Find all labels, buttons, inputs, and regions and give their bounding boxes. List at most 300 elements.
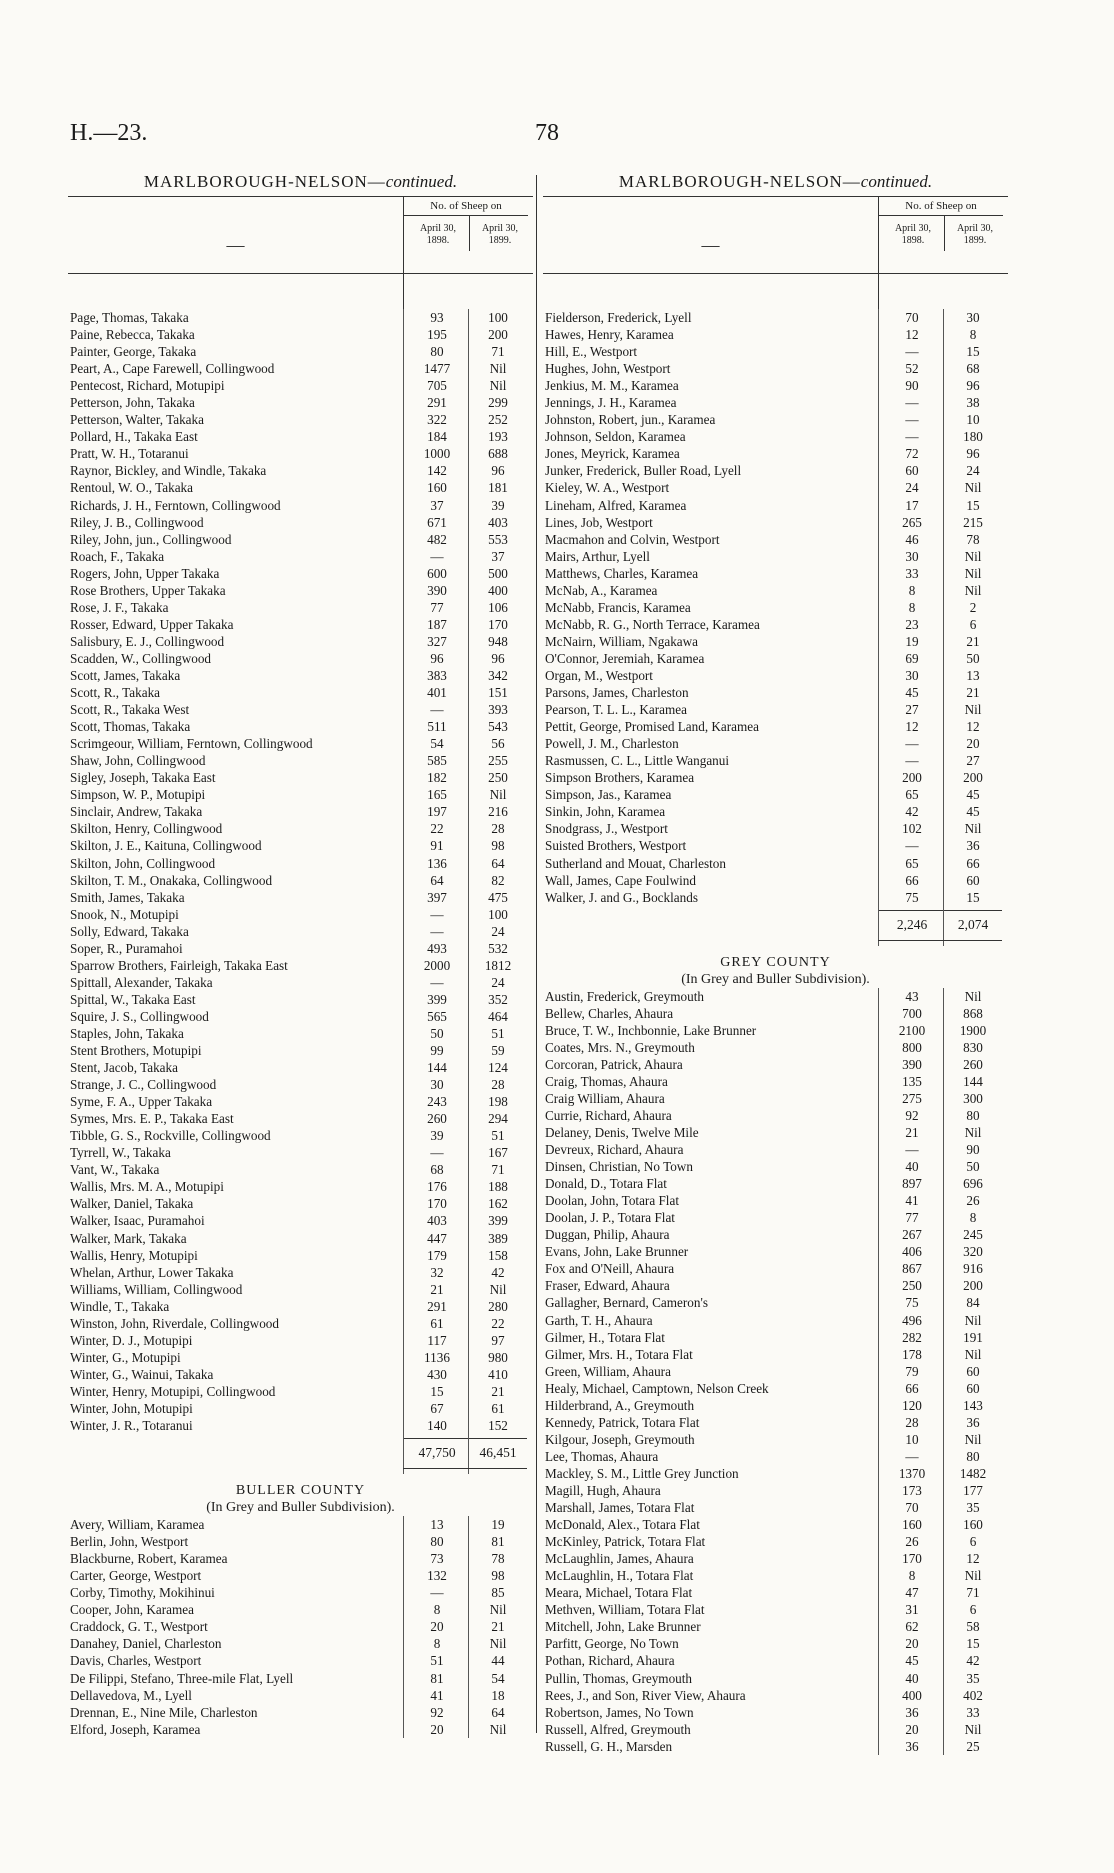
table-row <box>543 1329 1008 1346</box>
sheep-1898: 1477 <box>423 361 451 377</box>
owner-name: Corcoran, Patrick, Ahaura <box>545 1056 683 1072</box>
table-row <box>543 514 1008 531</box>
owner-name: Healy, Michael, Camptown, Nelson Creek <box>545 1380 769 1396</box>
owner-name: Craddock, G. T., Westport <box>70 1619 208 1635</box>
sheep-1898: — <box>905 753 919 769</box>
sheep-1899: Nil <box>964 565 982 581</box>
owner-name: Meara, Michael, Totara Flat <box>545 1585 693 1601</box>
sheep-1898: — <box>430 906 444 922</box>
table-row <box>543 1550 1008 1567</box>
table-row <box>543 1226 1008 1243</box>
table-row <box>68 1230 533 1247</box>
sheep-1899: Nil <box>489 361 507 377</box>
sheep-header: No. of Sheep on <box>403 197 528 216</box>
sheep-1898: 8 <box>433 1636 441 1652</box>
table-row <box>68 1516 533 1533</box>
owner-name: Winter, D. J., Motupipi <box>70 1332 193 1348</box>
table-row <box>68 1298 533 1315</box>
table-row <box>543 855 1008 872</box>
owner-name: Squire, J. S., Collingwood <box>70 1008 209 1024</box>
owner-name: Scott, James, Takaka <box>70 667 181 683</box>
section-title: BULLER COUNTY <box>235 1483 366 1499</box>
sheep-1899: 543 <box>488 719 508 735</box>
table-row <box>68 1195 533 1212</box>
table-row <box>68 718 533 735</box>
owner-name: Strange, J. C., Collingwood <box>70 1077 217 1093</box>
sheep-1898: 80 <box>430 1534 444 1550</box>
owner-name: Skilton, John, Collingwood <box>70 855 216 871</box>
owner-name: Donald, D., Totara Flat <box>545 1176 667 1192</box>
table-row <box>543 394 1008 411</box>
sheep-1899: 193 <box>488 429 508 445</box>
owner-name: Sparrow Brothers, Fairleigh, Takaka East <box>70 957 288 973</box>
sheep-1898: 173 <box>902 1483 922 1498</box>
sheep-1899: 352 <box>488 991 508 1007</box>
owner-name: Powell, J. M., Charleston <box>545 736 679 752</box>
sheep-1898: 20 <box>905 1721 919 1737</box>
sheep-1899: 167 <box>488 1145 508 1161</box>
table-row <box>68 1315 533 1332</box>
table-row <box>543 701 1008 718</box>
table-row <box>543 667 1008 684</box>
sheep-1899: 294 <box>488 1111 508 1127</box>
sheep-1898: 260 <box>427 1111 447 1127</box>
sheep-1899: 44 <box>491 1653 505 1669</box>
sheep-1898: 79 <box>905 1363 919 1379</box>
sheep-1899: 200 <box>963 770 983 786</box>
sheep-1898: 20 <box>905 1636 919 1652</box>
table-row <box>68 889 533 906</box>
table-row <box>68 906 533 923</box>
sheep-1899: 320 <box>963 1244 983 1260</box>
sheep-1898: 406 <box>902 1244 922 1260</box>
owner-name: Wall, James, Cape Foulwind <box>545 872 696 888</box>
owner-name: Parfitt, George, No Town <box>545 1636 679 1652</box>
sheep-1898: 46 <box>905 531 919 547</box>
sheep-1899: Nil <box>964 988 982 1004</box>
sheep-1899: 15 <box>966 889 980 905</box>
table-row <box>68 667 533 684</box>
sheep-1899: 15 <box>966 497 980 513</box>
sheep-1899: 400 <box>488 582 508 598</box>
table-row <box>68 633 533 650</box>
owner-name: Sigley, Joseph, Takaka East <box>70 770 216 786</box>
table-row <box>543 531 1008 548</box>
sheep-1899: Nil <box>964 582 982 598</box>
table-row <box>68 565 533 582</box>
owner-name: Petterson, John, Takaka <box>70 395 195 411</box>
sheep-1899: 80 <box>966 1107 980 1123</box>
table-row <box>68 974 533 991</box>
owner-name: Methven, William, Totara Flat <box>545 1602 705 1618</box>
sheep-1898: 12 <box>905 719 919 735</box>
sheep-1899: Nil <box>964 702 982 718</box>
table-row <box>543 1192 1008 1209</box>
owner-name: Gallagher, Bernard, Cameron's <box>545 1295 708 1311</box>
sheep-1898: — <box>430 974 444 990</box>
sheep-1899: 20 <box>966 736 980 752</box>
sheep-1898: 61 <box>430 1315 444 1331</box>
sheep-1899: 98 <box>491 838 505 854</box>
owner-name: Whelan, Arthur, Lower Takaka <box>70 1264 234 1280</box>
sheep-1898: 117 <box>427 1332 447 1348</box>
sheep-1899: 830 <box>963 1039 983 1055</box>
sheep-1899: 82 <box>491 872 505 888</box>
owner-name: Magill, Hugh, Ahaura <box>545 1483 661 1498</box>
owner-name: Tibble, G. S., Rockville, Collingwood <box>70 1128 271 1144</box>
table-row <box>543 1448 1008 1465</box>
table-row <box>68 1349 533 1366</box>
owner-name: Painter, George, Takaka <box>70 344 197 360</box>
table-row <box>543 497 1008 514</box>
table-row <box>68 1127 533 1144</box>
sheep-1898: 8 <box>908 582 916 598</box>
sheep-1899: 158 <box>488 1247 508 1263</box>
sheep-1899: 56 <box>491 736 505 752</box>
sheep-1899: Nil <box>964 821 982 837</box>
sheep-1899: 280 <box>488 1298 508 1314</box>
name-column-header: — <box>701 235 720 255</box>
owner-name: Soper, R., Puramahoi <box>70 940 183 956</box>
sheep-1898: — <box>905 395 919 411</box>
owner-name: Spittall, Alexander, Takaka <box>70 974 213 990</box>
table-row <box>68 411 533 428</box>
sheep-1899: 38 <box>966 395 980 411</box>
sheep-1898: 165 <box>427 787 447 803</box>
sheep-1898: 30 <box>905 667 919 683</box>
table-header <box>543 196 1008 309</box>
table-row <box>543 1022 1008 1039</box>
table-row <box>543 377 1008 394</box>
sheep-1899: 39 <box>491 497 505 513</box>
owner-name: O'Connor, Jeremiah, Karamea <box>545 650 705 666</box>
owner-name: Doolan, John, Totara Flat <box>545 1193 679 1209</box>
table-row <box>68 803 533 820</box>
sheep-1898: 132 <box>427 1568 447 1584</box>
sheep-1898: 496 <box>902 1312 922 1328</box>
table-row <box>68 855 533 872</box>
table-row <box>68 548 533 565</box>
sheep-1898: 10 <box>905 1431 919 1447</box>
table-row <box>68 1212 533 1229</box>
table-row <box>68 1400 533 1417</box>
owner-name: Pullin, Thomas, Greymouth <box>545 1670 693 1686</box>
total-1898: 2,246 <box>896 916 928 932</box>
sheep-1899: 100 <box>488 310 508 325</box>
sheep-1899: 84 <box>966 1295 980 1311</box>
table-row <box>543 1516 1008 1533</box>
owner-name: Parsons, James, Charleston <box>545 685 689 701</box>
sheep-1899: 24 <box>491 974 505 990</box>
owner-name: Pratt, W. H., Totaranui <box>70 446 189 462</box>
sheep-1899: 500 <box>488 565 508 581</box>
sheep-1899: 200 <box>488 327 508 343</box>
sheep-1898: 66 <box>905 872 919 888</box>
table-row <box>543 988 1008 1005</box>
section-title: GREY COUNTY <box>720 954 831 970</box>
sheep-1898: 67 <box>430 1401 444 1416</box>
owner-name: Drennan, E., Nine Mile, Charleston <box>70 1704 258 1720</box>
table-row <box>543 1414 1008 1431</box>
sheep-1898: 2000 <box>423 957 451 973</box>
table-row <box>543 1704 1008 1721</box>
sheep-1899: 245 <box>963 1227 983 1243</box>
sheep-1898: 897 <box>902 1176 922 1192</box>
sheep-1898: 69 <box>905 650 919 666</box>
owner-name: Duggan, Philip, Ahaura <box>545 1227 670 1243</box>
sheep-1899: Nil <box>489 378 507 394</box>
sheep-1899: 60 <box>966 1363 980 1379</box>
owner-name: Gilmer, Mrs. H., Totara Flat <box>545 1346 693 1362</box>
sheep-1898: 77 <box>905 1210 919 1226</box>
section-subtitle: (In Grey and Buller Subdivision). <box>206 1500 395 1516</box>
sheep-1899: 26 <box>966 1193 980 1209</box>
table-row <box>68 599 533 616</box>
sheep-1898: 47 <box>905 1585 919 1601</box>
sheep-1899: 19 <box>491 1517 505 1533</box>
table-row <box>543 1107 1008 1124</box>
sheep-1898: 195 <box>427 327 447 343</box>
owner-name: Kieley, W. A., Westport <box>545 480 670 496</box>
table-row <box>543 462 1008 479</box>
sheep-1898: — <box>905 344 919 360</box>
owner-name: Sutherland and Mouat, Charleston <box>545 855 726 871</box>
owner-name: Hilderbrand, A., Greymouth <box>545 1397 695 1413</box>
table-row <box>543 1380 1008 1397</box>
owner-name: Walker, Daniel, Takaka <box>70 1196 194 1212</box>
sheep-1899: 8 <box>969 327 977 343</box>
table-row <box>543 837 1008 854</box>
table-row <box>68 923 533 940</box>
owner-name: McDonald, Alex., Totara Flat <box>545 1517 700 1533</box>
sheep-1899: 60 <box>966 872 980 888</box>
sheep-1898: 26 <box>905 1534 919 1550</box>
table-row <box>68 735 533 752</box>
sheep-1898: 120 <box>902 1397 922 1413</box>
owner-name: Rees, J., and Son, River View, Ahaura <box>545 1687 746 1703</box>
sheep-1899: 2 <box>969 599 977 615</box>
sheep-1898: 600 <box>427 565 447 581</box>
table-row <box>543 360 1008 377</box>
sheep-1899: Nil <box>964 1721 982 1737</box>
owner-name: Blackburne, Robert, Karamea <box>70 1551 228 1567</box>
owner-name: Pentecost, Richard, Motupipi <box>70 378 225 394</box>
owner-name: Green, William, Ahaura <box>545 1363 671 1379</box>
owner-name: Skilton, Henry, Collingwood <box>70 821 223 837</box>
sheep-1898: 41 <box>430 1687 444 1703</box>
owner-name: Simpson Brothers, Karamea <box>545 770 695 786</box>
sheep-1899: 35 <box>966 1670 980 1686</box>
sheep-1899: 22 <box>491 1315 505 1331</box>
owner-name: Salisbury, E. J., Collingwood <box>70 633 225 649</box>
owner-name: Bellew, Charles, Ahaura <box>545 1005 674 1021</box>
table-row <box>68 650 533 667</box>
owner-name: Wallis, Henry, Motupipi <box>70 1247 198 1263</box>
sheep-1898: 1136 <box>424 1349 450 1365</box>
total-1898: 47,750 <box>418 1445 456 1461</box>
sheep-1898: 176 <box>427 1179 447 1195</box>
table-row <box>68 394 533 411</box>
sheep-1898: 403 <box>427 1213 447 1229</box>
table-row <box>543 1312 1008 1329</box>
owner-name: Pothan, Richard, Ahaura <box>545 1653 675 1669</box>
sheep-1899: 13 <box>966 667 980 683</box>
owner-name: Solly, Edward, Takaka <box>70 923 189 939</box>
table-row <box>68 1618 533 1635</box>
sheep-1898: 585 <box>427 753 447 769</box>
owner-list <box>68 309 533 1434</box>
owner-name: Williams, William, Collingwood <box>70 1281 243 1297</box>
table-row <box>543 548 1008 565</box>
owner-name: Vant, W., Takaka <box>70 1162 160 1178</box>
owner-name: Hawes, Henry, Karamea <box>545 327 674 343</box>
table-row <box>68 769 533 786</box>
sheep-1898: 37 <box>430 497 444 513</box>
sheep-1898: — <box>905 429 919 445</box>
table-row <box>543 1209 1008 1226</box>
sheep-1899: 78 <box>491 1551 505 1567</box>
table-row <box>543 872 1008 889</box>
sheep-1899: 85 <box>491 1585 505 1601</box>
table-row <box>68 1635 533 1652</box>
table-row <box>543 1090 1008 1107</box>
year-1899-header: April 30, 1899. <box>469 216 530 251</box>
sheep-1898: 72 <box>905 446 919 462</box>
sheep-1898: 671 <box>427 514 447 530</box>
table-row <box>543 1260 1008 1277</box>
sheep-1898: 31 <box>905 1602 919 1618</box>
sheep-1898: 20 <box>430 1721 444 1737</box>
sheep-1898: 243 <box>427 1094 447 1110</box>
sheep-1898: 23 <box>905 616 919 632</box>
sheep-1899: 532 <box>488 940 508 956</box>
table-row <box>543 445 1008 462</box>
table-row <box>68 445 533 462</box>
owner-name: McNabb, Francis, Karamea <box>545 599 691 615</box>
sheep-1898: 45 <box>905 1653 919 1669</box>
table-row <box>68 1264 533 1281</box>
owner-name: Peart, A., Cape Farewell, Collingwood <box>70 361 275 377</box>
sheep-1898: 430 <box>427 1366 447 1382</box>
sheep-1899: 342 <box>488 667 508 683</box>
sheep-1898: 41 <box>905 1193 919 1209</box>
table-row <box>68 1025 533 1042</box>
table-row <box>68 701 533 718</box>
owner-name: Avery, William, Karamea <box>70 1517 205 1533</box>
sheep-1898: 187 <box>427 616 447 632</box>
table-row <box>68 1332 533 1349</box>
table-row <box>543 803 1008 820</box>
owner-name: Richards, J. H., Ferntown, Collingwood <box>70 497 281 513</box>
owner-name: Austin, Frederick, Greymouth <box>545 988 704 1004</box>
owner-name: Junker, Frederick, Buller Road, Lyell <box>545 463 742 479</box>
table-row <box>543 1073 1008 1090</box>
owner-name: Scott, Thomas, Takaka <box>70 719 191 735</box>
owner-name: Corby, Timothy, Mokihinui <box>70 1585 215 1601</box>
owner-name: Kilgour, Joseph, Greymouth <box>545 1431 695 1447</box>
owner-name: Dinsen, Christian, No Town <box>545 1159 693 1175</box>
table-row <box>68 360 533 377</box>
table-row <box>543 1175 1008 1192</box>
county-total <box>543 906 1008 946</box>
sheep-1899: 475 <box>488 889 508 905</box>
table-row <box>543 326 1008 343</box>
sheep-1899: 24 <box>966 463 980 479</box>
table-row <box>68 1721 533 1738</box>
table-row <box>68 1366 533 1383</box>
sheep-1899: 1900 <box>959 1022 987 1038</box>
sheep-1898: 60 <box>905 463 919 479</box>
sheep-1898: 17 <box>905 497 919 513</box>
sheep-1898: 250 <box>902 1278 922 1294</box>
table-row <box>68 1417 533 1434</box>
owner-name: Rosser, Edward, Upper Takaka <box>70 616 234 632</box>
sheep-1898: 565 <box>427 1008 447 1024</box>
table-row <box>543 1635 1008 1652</box>
sheep-1898: 64 <box>430 872 444 888</box>
sheep-1898: 99 <box>430 1043 444 1059</box>
sheep-1899: 255 <box>488 753 508 769</box>
owner-name: Roach, F., Takaka <box>70 548 165 564</box>
owner-name: Petterson, Walter, Takaka <box>70 412 204 428</box>
sheep-1899: 191 <box>963 1329 983 1345</box>
sheep-1899: Nil <box>489 1602 507 1618</box>
owner-name: Page, Thomas, Takaka <box>70 310 189 325</box>
sheep-1899: 399 <box>488 1213 508 1229</box>
sheep-1899: 58 <box>966 1619 980 1635</box>
owner-name: Scadden, W., Collingwood <box>70 650 212 666</box>
sheep-1898: — <box>430 1585 444 1601</box>
sheep-1899: Nil <box>489 1636 507 1652</box>
sheep-1898: 42 <box>905 804 919 820</box>
table-row <box>543 1397 1008 1414</box>
sheep-1898: 36 <box>905 1738 919 1754</box>
owner-name: Lee, Thomas, Ahaura <box>545 1448 659 1464</box>
table-row <box>68 1247 533 1264</box>
owner-name: Jennings, J. H., Karamea <box>545 395 677 411</box>
sheep-1898: 54 <box>430 736 444 752</box>
sheep-1898: 135 <box>902 1073 922 1089</box>
sheep-1899: 162 <box>488 1196 508 1212</box>
owner-name: Wallis, Mrs. M. A., Motupipi <box>70 1179 224 1195</box>
table-row <box>68 1652 533 1669</box>
sheep-1899: 12 <box>966 1551 980 1567</box>
sheep-1899: 160 <box>963 1517 983 1533</box>
sheep-1898: 390 <box>427 582 447 598</box>
sheep-1899: 51 <box>491 1128 505 1144</box>
sheep-1898: 1370 <box>898 1465 926 1481</box>
owner-name: Lines, Job, Westport <box>545 514 653 530</box>
sheep-1898: 401 <box>427 685 447 701</box>
table-row <box>543 428 1008 445</box>
sheep-1899: 464 <box>488 1008 508 1024</box>
sheep-1898: — <box>905 838 919 854</box>
table-row <box>68 582 533 599</box>
owner-name: Windle, T., Takaka <box>70 1298 170 1314</box>
sheep-1898: 65 <box>905 787 919 803</box>
table-row <box>543 1465 1008 1482</box>
owner-name: Johnston, Robert, jun., Karamea <box>545 412 716 428</box>
sheep-1899: 80 <box>966 1448 980 1464</box>
column-title: MARLBOROUGH-NELSON—continued. <box>618 172 933 191</box>
owner-name: Pettit, George, Promised Land, Karamea <box>545 719 759 735</box>
sheep-1898: 45 <box>905 685 919 701</box>
sheep-1898: 700 <box>902 1005 922 1021</box>
sheep-1899: 45 <box>966 787 980 803</box>
sheep-1899: 36 <box>966 1414 980 1430</box>
owner-name: Johnson, Seldon, Karamea <box>545 429 686 445</box>
right-column <box>543 172 1008 1755</box>
